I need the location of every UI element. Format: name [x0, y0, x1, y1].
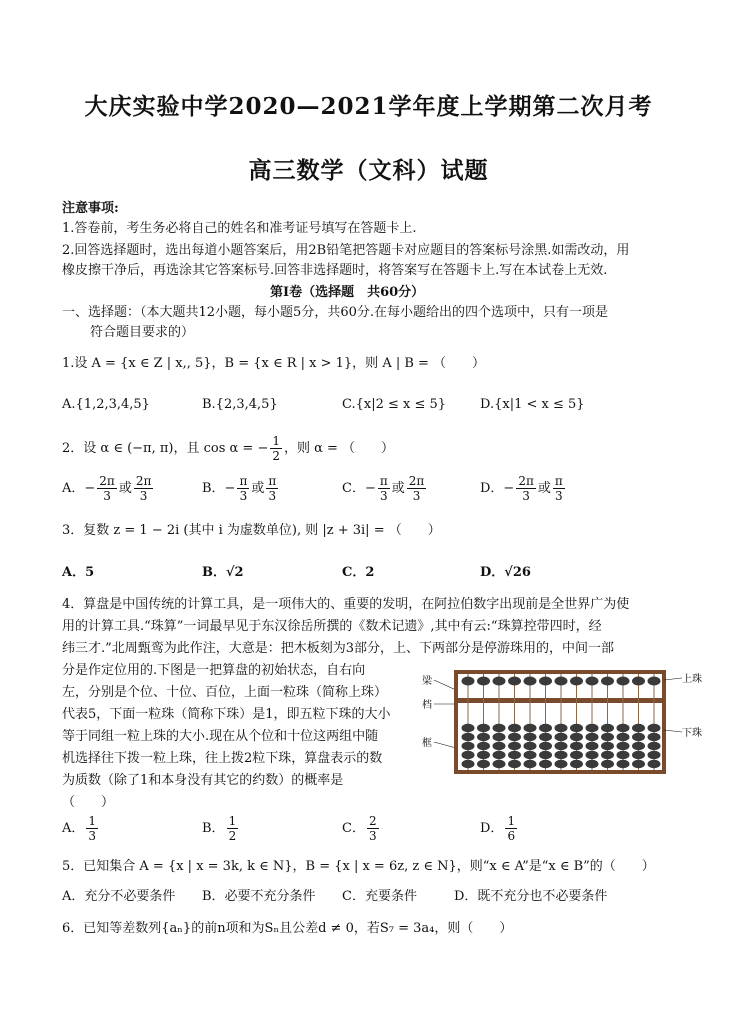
q4-d-n: 1 — [507, 814, 516, 828]
q2-a-frac1 — [97, 474, 117, 503]
abacus-lower-bead — [493, 724, 506, 732]
q2-d-frac2 — [553, 474, 565, 503]
q2-a-frac2 — [134, 474, 154, 503]
notice-heading: 注意事项: — [62, 201, 119, 216]
q2-stem-frac-num: 1 — [272, 434, 280, 448]
abacus-lower-bead — [462, 751, 475, 759]
q2-option-c — [342, 474, 428, 503]
q2-b-frac2 — [266, 474, 278, 503]
q4-line-9: 为质数（除了1和本身没有其它的约数）的概率是 — [62, 773, 344, 788]
abacus-lower-bead — [477, 742, 490, 750]
abacus-lower-bead — [617, 751, 630, 759]
abacus-lower-bead — [617, 742, 630, 750]
q2-c-label: C．− — [342, 481, 376, 496]
abacus-lower-bead — [508, 724, 521, 732]
abacus-lower-bead — [570, 742, 583, 750]
q4-line-6: 代表5，下面一粒珠（简称下珠）是1，即五粒下珠的大小 — [62, 707, 391, 722]
q2-b-frac1 — [237, 474, 249, 503]
abacus-lower-bead — [648, 742, 661, 750]
q2-d-d2: 3 — [555, 489, 563, 503]
abacus-lower-bead — [632, 733, 645, 741]
abacus-lower-bead — [601, 733, 614, 741]
abacus-lower-bead — [570, 733, 583, 741]
q4-line-2: 用的计算工具.“珠算”一词最早见于东汉徐岳所撰的《数术记遗》,其中有云:“珠算控带四时，经 — [62, 619, 602, 634]
q1-option-a: A.{1,2,3,4,5} — [62, 397, 150, 412]
notice-item-2a: 2.回答选择题时，选出每道小题答案后，用2B铅笔把答题卡对应题目的答案标号涂黑.如需改动，用 — [62, 243, 630, 258]
abacus-lower-bead — [601, 724, 614, 732]
q4-line-10: （ ） — [62, 795, 115, 810]
abacus-lower-bead — [477, 760, 490, 768]
abacus-lower-bead — [508, 751, 521, 759]
q4-d-label: D． — [480, 821, 504, 836]
q4-a-n: 1 — [88, 814, 97, 828]
abacus-lower-bead — [524, 724, 537, 732]
section-title: 第Ⅰ卷（选择题 共60分） — [270, 285, 425, 300]
abacus-lower-bead — [586, 724, 599, 732]
abacus-lower-bead — [524, 733, 537, 741]
abacus-lower-bead — [462, 724, 475, 732]
q5-stem: 5．已知集合 A = {x | x = 3k, k ∈ N}，B = {x | x = 6z, z ∈ N}，则“x ∈ A”是“x ∈ B”的（ ） — [62, 859, 655, 874]
abacus-upper-bead — [477, 677, 490, 686]
q2-c-n1: π — [379, 474, 388, 488]
abacus-lower-bead — [632, 742, 645, 750]
abacus-lower-bead — [601, 751, 614, 759]
q2-d-d1: 3 — [522, 489, 530, 503]
abacus-lower-bead — [570, 760, 583, 768]
exam-subtitle: 高三数学（文科）试题 — [248, 157, 489, 184]
abacus-upper-bead — [555, 677, 568, 686]
notice-item-2b: 橡皮擦干净后，再选涂其它答案标号.回答非选择题时，将答案写在答题卡上.写在本试卷上无效. — [62, 263, 608, 278]
q2-c-frac2 — [407, 474, 427, 503]
abacus-upper-bead — [524, 677, 537, 686]
q2-d-or: 或 — [537, 481, 551, 496]
abacus-lower-bead — [493, 742, 506, 750]
abacus-lower-bead — [539, 742, 552, 750]
abacus-lower-bead — [524, 751, 537, 759]
q4-line-7: 等于同组一粒上珠的大小.现在从个位和十位这两组中随 — [62, 729, 379, 744]
q5-option-d: D．既不充分也不必要条件 — [454, 889, 608, 904]
abacus-upper-bead — [648, 677, 661, 686]
q4-line-5: 左，分别是个位、十位、百位，上面一粒珠（简称上珠） — [62, 685, 388, 700]
abacus-lower-bead — [462, 742, 475, 750]
abacus-lower-bead — [601, 760, 614, 768]
section-intro-a: 一、选择题：（本大题共12小题，每小题5分，共60分.在每小题给出的四个选项中，只有一项是 — [62, 305, 608, 320]
abacus-lower-bead — [477, 724, 490, 732]
q4-c-n: 2 — [368, 814, 377, 828]
q4-b-n: 1 — [228, 814, 237, 828]
q3-option-a: A．5 — [62, 565, 95, 580]
abacus-lower-bead — [493, 751, 506, 759]
abacus-lower-bead — [648, 724, 661, 732]
abacus-lower-bead — [539, 733, 552, 741]
abacus-lower-bead — [586, 760, 599, 768]
abacus-lower-bead — [539, 751, 552, 759]
q2-option-d — [480, 474, 567, 503]
q2-stem-text-b: ，则 α = （ ） — [283, 441, 395, 456]
abacus-lower-bead — [555, 760, 568, 768]
q1-option-d: D.{x|1 < x ≤ 5} — [480, 397, 585, 412]
abacus-lower-bead — [555, 751, 568, 759]
abacus-lower-bead — [539, 724, 552, 732]
abacus-upper-bead — [462, 677, 475, 686]
abacus-upper-bead — [493, 677, 506, 686]
abacus-lower-bead — [632, 760, 645, 768]
q4-line-1: 4．算盘是中国传统的计算工具，是一项伟大的、重要的发明，在阿拉伯数字出现前是全世界广为使 — [62, 597, 630, 612]
abacus-lower-bead — [617, 760, 630, 768]
abacus-beam — [458, 698, 662, 703]
q4-line-4: 分是作定位用的.下图是一把算盘的初始状态，自右向 — [62, 663, 366, 678]
abacus-lower-bead — [617, 733, 630, 741]
abacus-lower-bead — [632, 724, 645, 732]
q2-c-frac1 — [378, 474, 390, 503]
q2-b-or: 或 — [251, 481, 265, 496]
abacus-label-lower: 下珠 — [682, 728, 702, 739]
abacus-lower-bead — [555, 724, 568, 732]
q2-d-n2: π — [554, 474, 563, 488]
abacus-lower-bead — [524, 760, 537, 768]
abacus-lower-bead — [586, 742, 599, 750]
q5-option-b: B．必要不充分条件 — [202, 889, 316, 904]
abacus-lower-bead — [508, 733, 521, 741]
q2-a-d1: 3 — [103, 489, 111, 503]
abacus-lower-bead — [493, 733, 506, 741]
q1-option-b: B.{2,3,4,5} — [202, 397, 278, 412]
q2-a-n1: 2π — [99, 474, 115, 488]
q4-b-frac — [227, 814, 239, 843]
q2-d-frac1 — [516, 474, 536, 503]
section-intro-b: 符合题目要求的） — [90, 325, 195, 340]
q5-option-a: A．充分不必要条件 — [62, 889, 176, 904]
abacus-lower-bead — [555, 733, 568, 741]
q4-b-d: 2 — [228, 829, 237, 843]
abacus-upper-bead — [539, 677, 552, 686]
q2-c-n2: 2π — [408, 474, 425, 488]
abacus-lower-bead — [508, 742, 521, 750]
q4-c-label: C． — [342, 821, 365, 836]
abacus-lower-bead — [617, 724, 630, 732]
abacus-label-frame: 框 — [422, 738, 432, 749]
abacus-lower-bead — [539, 760, 552, 768]
q2-option-a — [62, 474, 155, 503]
abacus-lower-bead — [493, 760, 506, 768]
abacus-lower-bead — [648, 733, 661, 741]
q2-stem-frac-den: 2 — [272, 449, 280, 463]
abacus-figure — [420, 668, 720, 778]
q2-option-b — [202, 474, 280, 503]
exam-title: 大庆实验中学2020—2021学年度上学期第二次月考 — [84, 93, 653, 120]
notice-item-1: 1.答卷前，考生务必将自己的姓名和准考证号填写在答题卡上. — [62, 221, 417, 236]
q4-option-a — [62, 814, 100, 843]
q2-stem-fraction — [270, 434, 282, 463]
q6-stem: 6．已知等差数列{aₙ}的前n项和为Sₙ且公差d ≠ 0，若S₇ = 3a₄，则（ ） — [62, 921, 513, 936]
abacus-label-upper: 上珠 — [682, 674, 702, 685]
q2-b-d1: 3 — [239, 489, 248, 503]
q4-c-d: 3 — [368, 829, 377, 843]
q2-b-d2: 3 — [268, 489, 277, 503]
abacus-lower-bead — [555, 742, 568, 750]
q4-option-b — [202, 814, 240, 843]
q2-a-label: A．− — [62, 481, 96, 496]
abacus-lower-bead — [477, 733, 490, 741]
q2-b-n2: π — [268, 474, 277, 488]
abacus-lower-bead — [524, 742, 537, 750]
q2-a-n2: 2π — [135, 474, 152, 488]
q2-c-d2: 3 — [412, 489, 421, 503]
abacus-lower-bead — [632, 751, 645, 759]
q2-d-label: D．− — [480, 481, 515, 496]
q4-a-label: A． — [62, 821, 85, 836]
abacus-lower-bead — [586, 733, 599, 741]
q2-a-or: 或 — [118, 481, 132, 496]
abacus-lower-bead — [462, 733, 475, 741]
abacus-upper-bead — [508, 677, 521, 686]
q3-option-b: B．√2 — [202, 565, 244, 580]
abacus-label-beam: 梁 — [422, 676, 432, 687]
q2-c-or: 或 — [391, 481, 405, 496]
q2-b-n1: π — [239, 474, 248, 488]
q2-d-n1: 2π — [518, 474, 534, 488]
q4-option-c — [342, 814, 381, 843]
abacus-label-rod: 档 — [422, 700, 432, 711]
abacus-upper-bead — [586, 677, 599, 686]
q4-line-8: 机选择往下拨一粒上珠，往上拨2粒下珠，算盘表示的数 — [62, 751, 383, 766]
abacus-upper-bead — [570, 677, 583, 686]
q4-b-label: B． — [202, 821, 225, 836]
q2-stem — [62, 434, 394, 463]
q4-a-d: 3 — [88, 829, 97, 843]
abacus-lower-bead — [586, 751, 599, 759]
q2-b-label: B．− — [202, 481, 236, 496]
abacus-lower-bead — [462, 760, 475, 768]
q2-c-d1: 3 — [379, 489, 388, 503]
q4-c-frac — [367, 814, 379, 843]
q4-a-frac — [86, 814, 98, 843]
abacus-upper-bead — [617, 677, 630, 686]
q4-d-d: 6 — [507, 829, 516, 843]
abacus-lower-bead — [508, 760, 521, 768]
q3-option-c: C．2 — [342, 565, 375, 580]
abacus-lower-bead — [601, 742, 614, 750]
abacus-lower-bead — [477, 751, 490, 759]
abacus-lower-bead — [648, 751, 661, 759]
q1-option-c: C.{x|2 ≤ x ≤ 5} — [342, 397, 447, 412]
abacus-lower-bead — [570, 751, 583, 759]
abacus-lower-bead — [648, 760, 661, 768]
q3-stem: 3．复数 z = 1 − 2i (其中 i 为虚数单位), 则 |z + 3i| = （ ） — [62, 523, 441, 538]
q2-a-d2: 3 — [139, 489, 148, 503]
q1-stem: 1.设 A = {x ∈ Z | x,, 5}，B = {x ∈ R | x > 1}，则 A | B = （ ） — [62, 356, 486, 371]
abacus-lower-bead — [570, 724, 583, 732]
q4-option-d — [480, 814, 519, 843]
q4-d-frac — [505, 814, 517, 843]
q3-option-d: D．√26 — [480, 565, 531, 580]
q2-stem-text-a: 2．设 α ∈ (−π, π)，且 cos α = − — [62, 441, 269, 456]
abacus-upper-bead — [601, 677, 614, 686]
q5-option-c: C．充要条件 — [342, 889, 417, 904]
abacus-upper-bead — [632, 677, 645, 686]
q4-line-3: 纬三才.”北周甄鸾为此作注，大意是：把木板刻为3部分，上、下两部分是停游珠用的，中间一部 — [62, 641, 615, 656]
